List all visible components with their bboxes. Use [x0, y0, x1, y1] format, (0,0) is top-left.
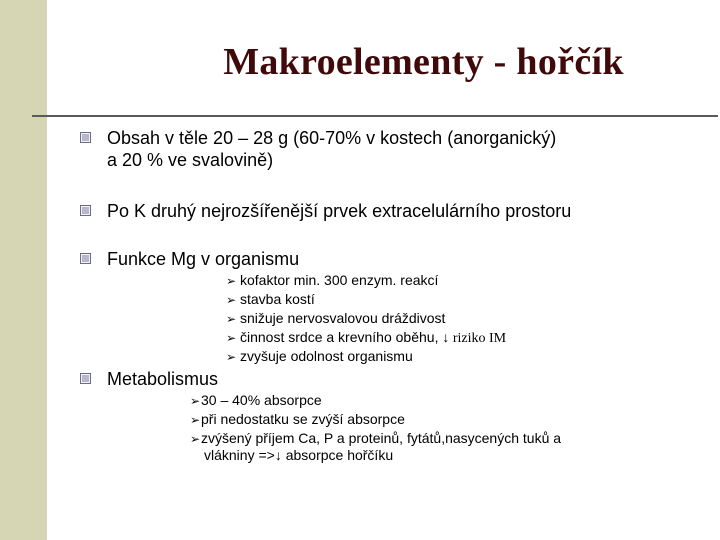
arrow-bullet-icon: ➢ — [226, 350, 237, 364]
metabolism-item: ➢zvýšený příjem Ca, P a proteinů, fytátů,nasycených tuků a — [190, 430, 562, 446]
arrow-bullet-icon: ➢ — [226, 274, 237, 288]
arrow-bullet-icon: ➢ — [190, 432, 201, 446]
bullet-functions — [80, 248, 299, 270]
arrow-bullet-icon: ➢ — [226, 293, 237, 307]
square-bullet-icon — [80, 205, 92, 217]
square-bullet-icon — [80, 373, 92, 385]
square-bullet-icon — [80, 253, 92, 265]
function-item: ➢ činnost srdce a krevního oběhu, ↓ riziko IM — [226, 329, 507, 346]
bullet-text: Obsah v těle 20 – 28 g (60-70% v kostech (anorganický) — [107, 128, 557, 148]
bullet-extracellular — [80, 200, 571, 222]
metabolism-item: ➢při nedostatku se zvýší absorpce — [190, 411, 405, 427]
square-bullet-icon — [80, 132, 92, 144]
side-band — [0, 0, 47, 540]
risk-note: ↓ riziko IM — [442, 331, 507, 346]
bullet-text: Funkce Mg v organismu — [107, 249, 300, 269]
bullet-text: Po K druhý nejrozšířenější prvek extracelulárního prostoru — [107, 201, 572, 221]
bullet-metabolism — [80, 368, 218, 390]
title-divider — [32, 115, 718, 117]
function-item: ➢ zvyšuje odolnost organismu — [226, 348, 413, 364]
arrow-bullet-icon: ➢ — [190, 394, 201, 408]
function-item: ➢ snižuje nervosvalovou dráždivost — [226, 310, 446, 326]
metabolism-item: ➢30 – 40% absorpce — [190, 392, 322, 408]
bullet-text: Metabolismus — [107, 369, 219, 389]
arrow-bullet-icon: ➢ — [226, 312, 237, 326]
metabolism-item-continued: vlákniny =>↓ absorpce hořčíku — [204, 447, 394, 463]
bullet-body-content — [80, 127, 556, 171]
slide-title: Makroelementy - hořčík — [223, 41, 624, 83]
arrow-bullet-icon: ➢ — [190, 413, 201, 427]
function-item: ➢ stavba kostí — [226, 291, 315, 307]
bullet-text-continued: a 20 % ve svalovině) — [107, 150, 274, 170]
arrow-bullet-icon: ➢ — [226, 331, 237, 345]
function-item: ➢ kofaktor min. 300 enzym. reakcí — [226, 272, 439, 288]
